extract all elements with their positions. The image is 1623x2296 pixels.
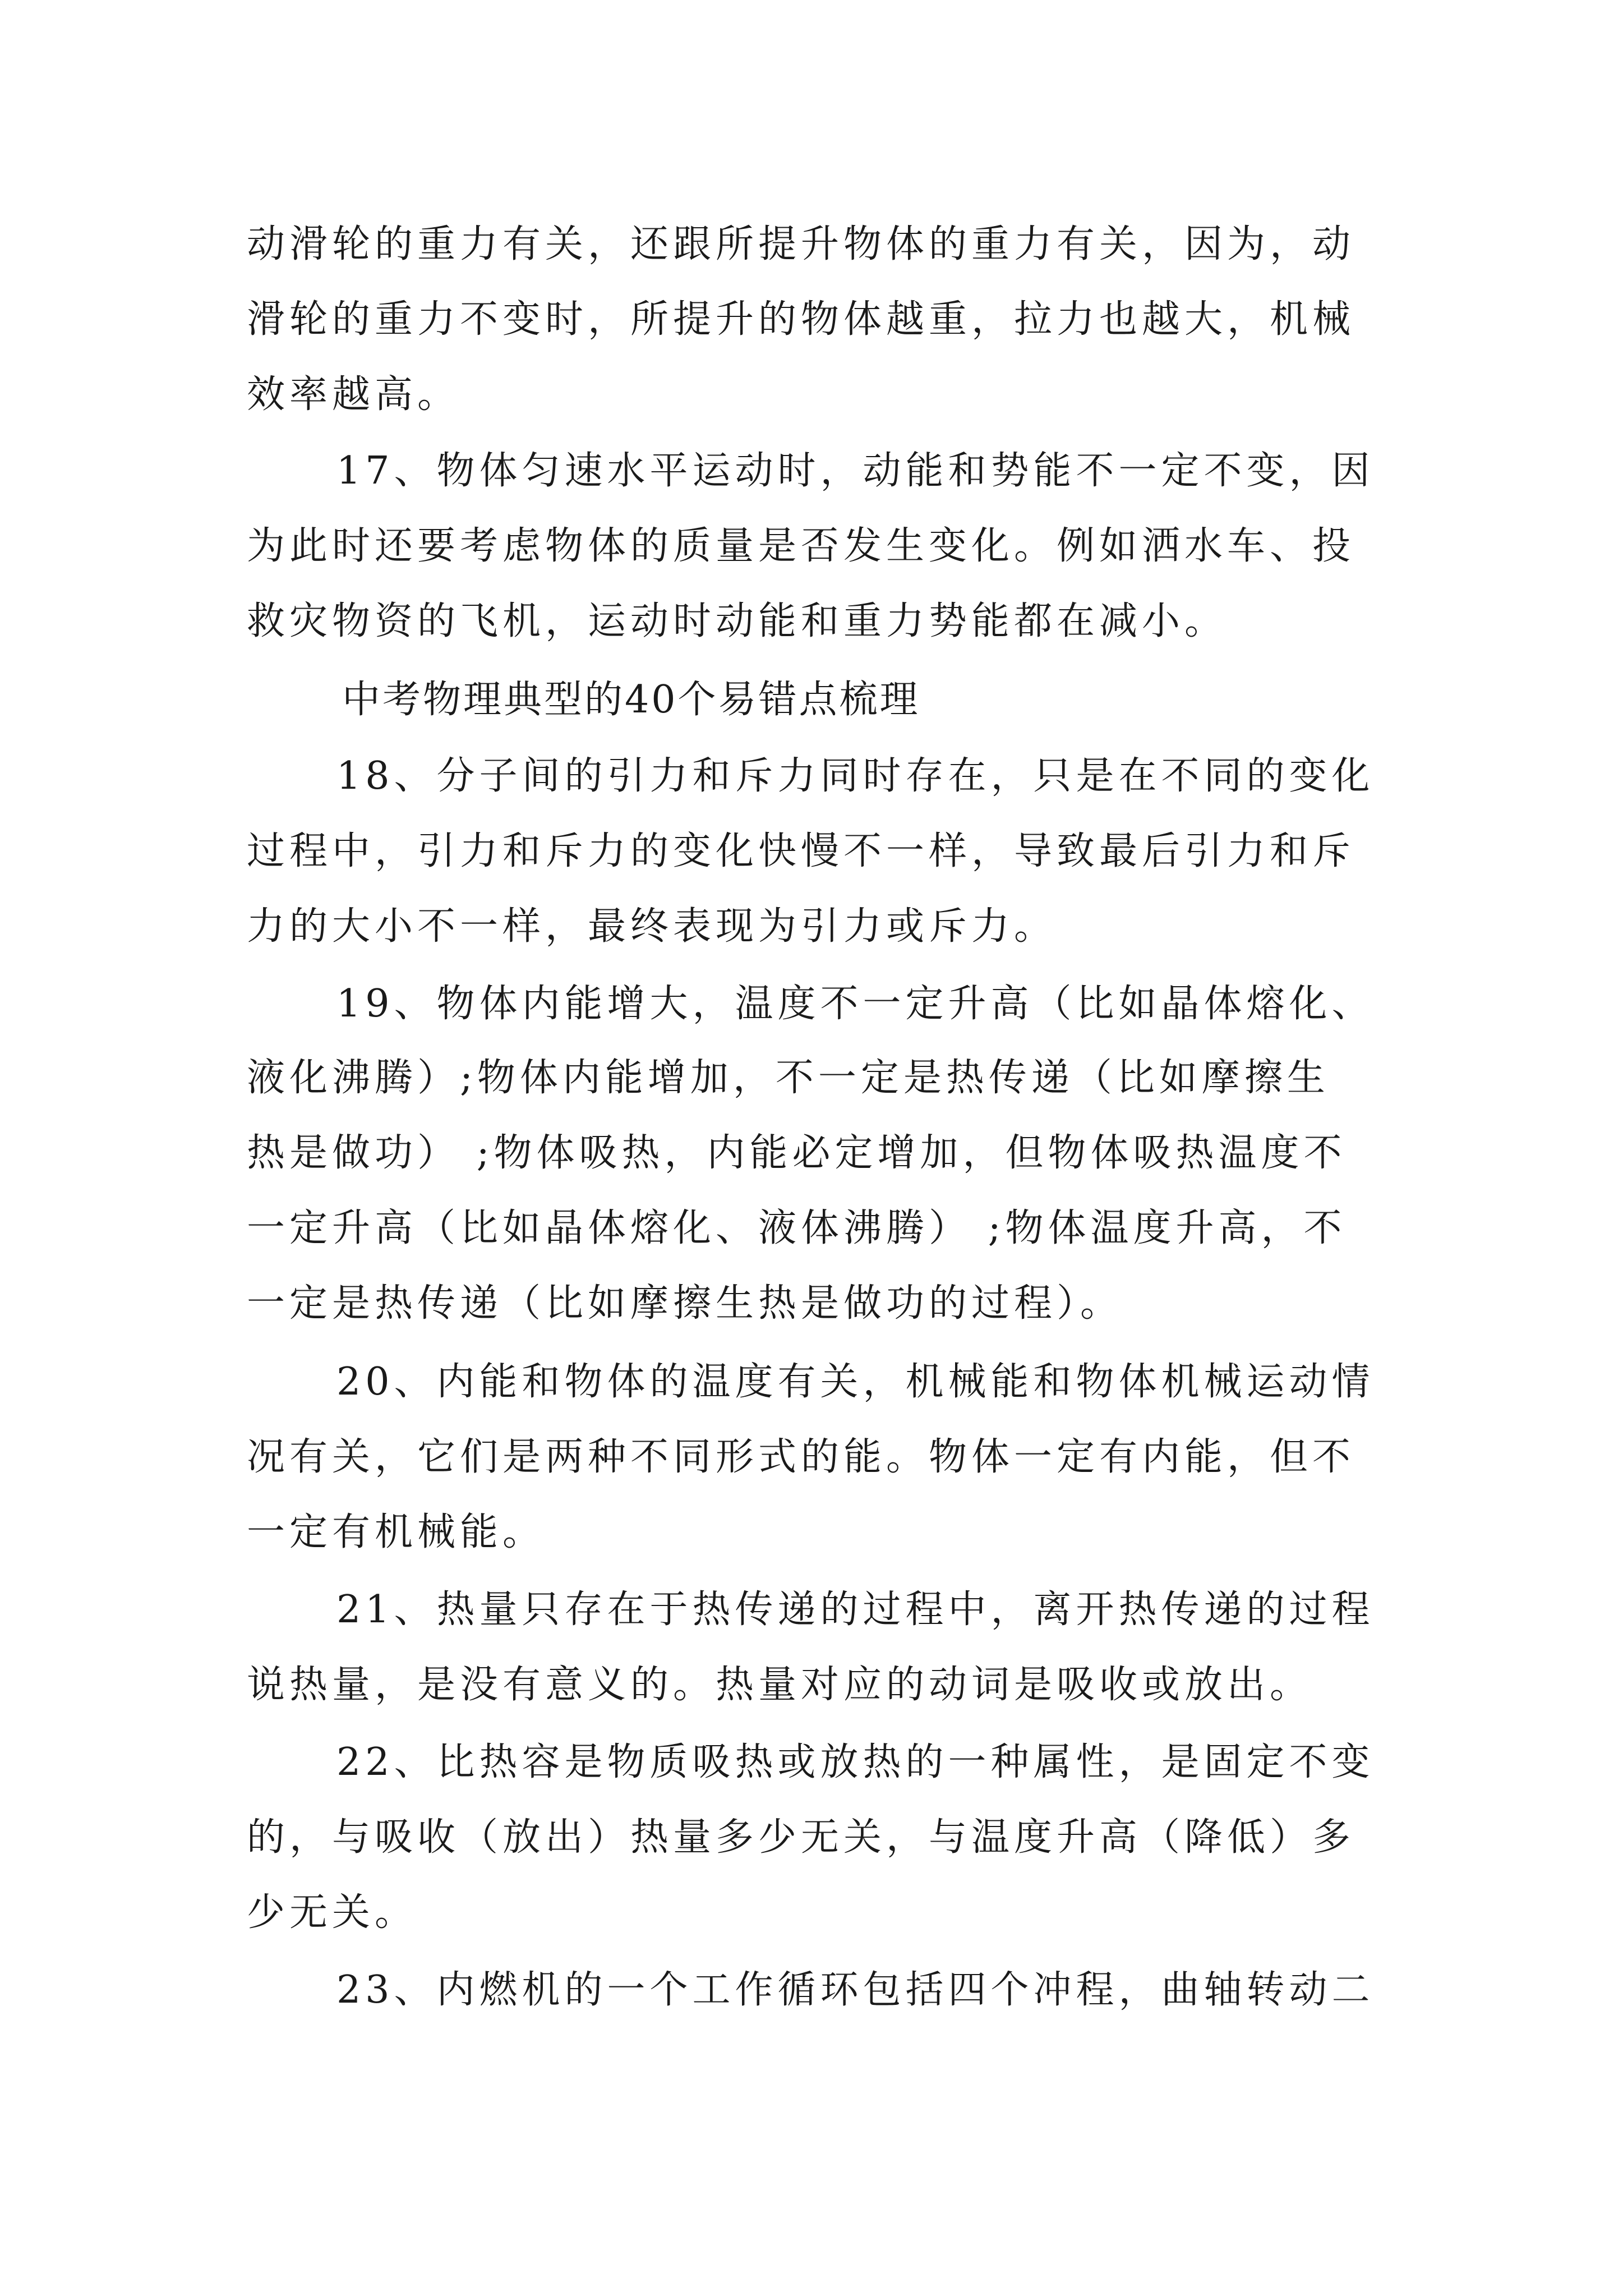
text-line: 救灾物资的飞机，运动时动能和重力势能都在减小。 bbox=[247, 599, 1228, 643]
text-line: 的，与吸收（放出）热量多少无关，与温度升高（降低）多 bbox=[247, 1815, 1355, 1860]
text-line: 滑轮的重力不变时，所提升的物体越重，拉力也越大，机械 bbox=[247, 297, 1355, 342]
text-line: 过程中，引力和斥力的变化快慢不一样，导致最后引力和斥 bbox=[247, 829, 1355, 873]
paragraph-18-start: 18、分子间的引力和斥力同时存在，只是在不同的变化 bbox=[336, 754, 1375, 798]
text-line: 一定有机械能。 bbox=[247, 1510, 546, 1554]
text-line: 一定升高（比如晶体熔化、液体沸腾） ;物体温度升高，不 bbox=[247, 1206, 1347, 1250]
section-heading: 中考物理典型的40个易错点梳理 bbox=[342, 678, 920, 722]
text-line: 热是做功） ;物体吸热，内能必定增加，但物体吸热温度不 bbox=[247, 1131, 1347, 1175]
paragraph-19-start: 19、物体内能增大，温度不一定升高（比如晶体熔化、 bbox=[336, 982, 1375, 1026]
text-line: 力的大小不一样，最终表现为引力或斥力。 bbox=[247, 904, 1057, 949]
paragraph-21-start: 21、热量只存在于热传递的过程中，离开热传递的过程 bbox=[336, 1588, 1375, 1632]
paragraph-17-start: 17、物体匀速水平运动时，动能和势能不一定不变，因 bbox=[336, 449, 1375, 493]
paragraph-23-start: 23、内燃机的一个工作循环包括四个冲程，曲轴转动二 bbox=[336, 1968, 1375, 2012]
text-line: 一定是热传递（比如摩擦生热是做功的过程）。 bbox=[247, 1281, 1123, 1326]
text-line: 效率越高。 bbox=[247, 372, 460, 417]
text-line: 液化沸腾）;物体内能增加，不一定是热传递（比如摩擦生 bbox=[247, 1056, 1330, 1100]
text-line: 说热量，是没有意义的。热量对应的动词是吸收或放出。 bbox=[247, 1663, 1313, 1707]
paragraph-22-start: 22、比热容是物质吸热或放热的一种属性，是固定不变 bbox=[336, 1740, 1375, 1784]
text-line: 动滑轮的重力有关，还跟所提升物体的重力有关，因为，动 bbox=[247, 222, 1355, 266]
text-line: 况有关，它们是两种不同形式的能。物体一定有内能，但不 bbox=[247, 1435, 1355, 1479]
paragraph-20-start: 20、内能和物体的温度有关，机械能和物体机械运动情 bbox=[336, 1360, 1375, 1404]
text-line: 为此时还要考虑物体的质量是否发生变化。例如洒水车、投 bbox=[247, 524, 1355, 568]
text-line: 少无关。 bbox=[247, 1890, 418, 1935]
